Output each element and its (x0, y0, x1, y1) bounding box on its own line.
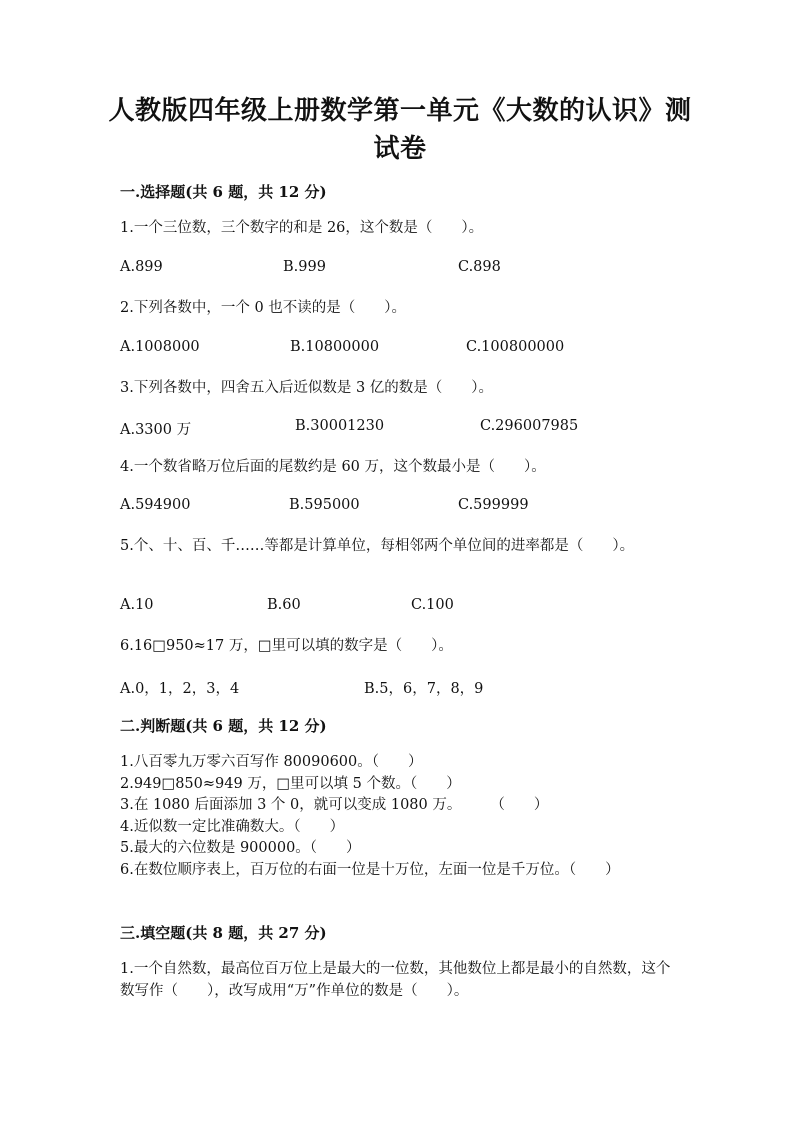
question-5: 5.个、十、百、千……等都是计算单位，每相邻两个单位间的进率都是（ ）。 (120, 538, 635, 554)
fill-question-1: 1.一个自然数，最高位百万位上是最大的一位数，其他数位上都是最小的自然数，这个数写作（ ），改写成用“万”作单位的数是（ ）。 (120, 961, 671, 999)
judge-list (120, 752, 680, 882)
question-3: 3.下列各数中，四舍五入后近似数是 3 亿的数是（ ）。 (120, 380, 494, 396)
option-3b: B.30001230 (295, 418, 385, 434)
option-1b: B.999 (283, 259, 326, 275)
option-1a: A.899 (120, 259, 163, 275)
option-2c: C.100800000 (466, 339, 565, 355)
judge-item-2: 2.949□850≈949 万，□里可以填 5 个数。（ ） (120, 775, 461, 792)
option-3c: C.296007985 (480, 418, 579, 434)
option-2b: B.10800000 (290, 339, 380, 355)
option-4c: C.599999 (458, 497, 529, 513)
judge-item-1: 1.八百零九万零六百写作 80090600。（ ） (120, 754, 423, 770)
option-5c: C.100 (411, 597, 454, 613)
judge-item-3: 3.在 1080 后面添加 3 个 0，就可以变成 1080 万。 （ ） (120, 797, 549, 814)
option-2a: A.1008000 (120, 339, 200, 355)
option-4a: A.594900 (120, 497, 191, 513)
option-4b: B.595000 (289, 497, 360, 513)
question-6: 6.16□950≈17 万，□里可以填的数字是（ ）。 (120, 638, 453, 654)
question-1: 1.一个三位数，三个数字的和是 26，这个数是（ ）。 (120, 220, 484, 236)
option-6b: B.5，6，7，8，9 (364, 681, 484, 697)
judge-item-6: 6.在数位顺序表上，百万位的右面一位是十万位，左面一位是千万位。（ ） (120, 861, 620, 878)
option-1c: C.898 (458, 259, 501, 275)
option-5b: B.60 (267, 597, 301, 613)
option-3a: A.3300 万 (120, 422, 192, 438)
section-heading-judge: 二.判断题(共 6 题，共 12 分) (120, 717, 327, 735)
question-4: 4.一个数省略万位后面的尾数约是 60 万，这个数最小是（ ）。 (120, 459, 546, 475)
question-2: 2.下列各数中，一个 0 也不读的是（ ）。 (120, 300, 407, 316)
page-title: 人教版四年级上册数学第一单元《大数的认识》测试卷 (108, 96, 692, 164)
judge-item-5: 5.最大的六位数是 900000。（ ） (120, 840, 361, 857)
section-heading-choice: 一.选择题(共 6 题，共 12 分) (120, 183, 327, 201)
option-6a: A.0，1，2，3，4 (120, 681, 240, 697)
option-5a: A.10 (120, 597, 154, 613)
section-heading-fill: 三.填空题(共 8 题，共 27 分) (120, 924, 327, 942)
judge-item-4: 4.近似数一定比准确数大。（ ） (120, 818, 345, 835)
